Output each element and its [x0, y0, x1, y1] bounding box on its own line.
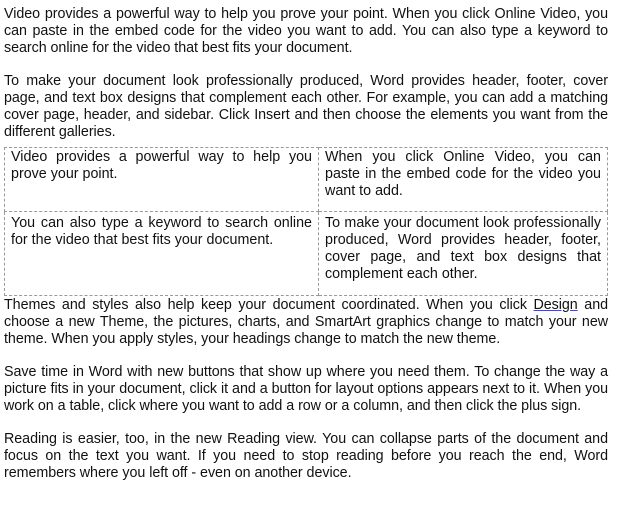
content-table [4, 147, 608, 296]
document-page [4, 6, 608, 482]
table-cell[interactable]: When you click Online Video, you can paste in the embed code for the video you want to add. [319, 148, 608, 212]
table-row [5, 148, 608, 212]
table-row [5, 212, 608, 296]
paragraph-themes-text: and choose a new Theme, the pictures, charts, and SmartArt graphics change to match your new theme. When you apply styles, your headings change to match the new theme. [4, 297, 608, 347]
table-cell[interactable]: You can also type a keyword to search online for the video that best fits your document. [5, 212, 319, 296]
paragraph-professional: To make your document look professionally produced, Word provides header, footer, cover page, and text box designs that complement each other. For example, you can add a matching cover page, header, and sidebar. Click Insert and then choose the elements you want from the different galleries. [4, 73, 608, 140]
paragraph-spacing [4, 415, 608, 431]
paragraph-save-time: Save time in Word with new buttons that show up where you need them. To change the way a picture fits in your document, click it and a button for layout options appears next to it. When you work on a table, click where you want to add a row or a column, and then click the plus sign. [4, 364, 608, 414]
paragraph-themes [4, 297, 608, 348]
table-cell[interactable]: Video provides a powerful way to help you prove your point. [5, 148, 319, 212]
paragraph-video: Video provides a powerful way to help you prove your point. When you click Online Video, you can paste in the embed code for the video you want to add. You can also type a keyword to search online for the video that best fits your document. [4, 6, 608, 56]
table-cell[interactable]: To make your document look professionally produced, Word provides header, footer, cover page, and text box designs that complement each other. [319, 212, 608, 296]
design-link[interactable]: Design [533, 297, 578, 313]
paragraph-reading: Reading is easier, too, in the new Reading view. You can collapse parts of the document and focus on the text you want. If you need to stop reading before you reach the end, Word remembers where you left off - even on another device. [4, 431, 608, 481]
paragraph-themes-text: Themes and styles also help keep your document coordinated. When you click [4, 297, 534, 313]
paragraph-spacing [4, 57, 608, 73]
paragraph-spacing [4, 348, 608, 364]
